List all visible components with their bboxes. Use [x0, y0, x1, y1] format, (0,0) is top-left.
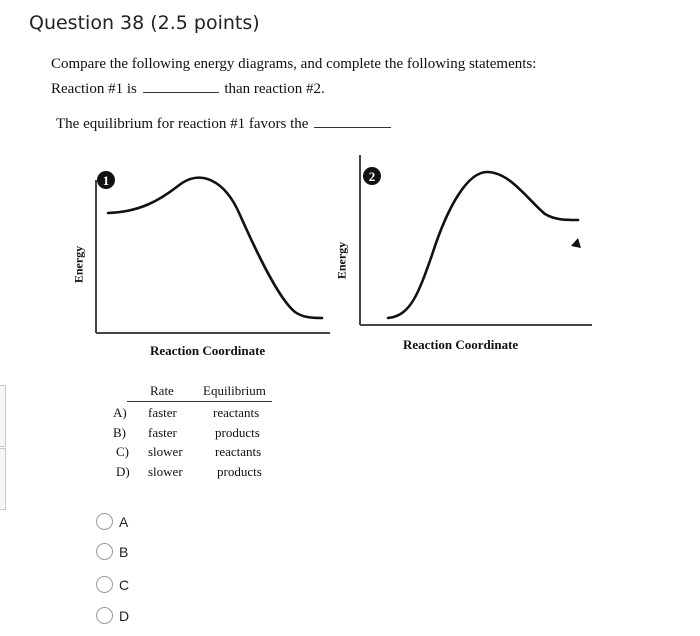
option-b-label: B	[119, 543, 129, 560]
diagram-2-badge-number: 2	[368, 169, 376, 184]
diagram-1-badge-number: 1	[102, 173, 110, 188]
table-row-rate: slower	[148, 464, 183, 479]
table-header-rule	[127, 401, 272, 402]
table-header-rate: Rate	[150, 383, 174, 398]
energy-diagram-2	[360, 155, 592, 325]
diagram-2-energy-curve	[388, 172, 578, 318]
option-c-label: C	[119, 576, 130, 593]
table-row-rate: faster	[148, 405, 177, 420]
table-row-equilibrium: reactants	[215, 444, 262, 459]
question-number: Question 38	[29, 12, 145, 34]
statement-1-after: than reaction #2.	[224, 81, 325, 97]
question-points: (2.5 points)	[150, 12, 260, 34]
table-row-letter: B)	[113, 425, 126, 440]
option-b[interactable]	[96, 543, 128, 560]
table-row-equilibrium: products	[215, 425, 260, 440]
table-row-rate: faster	[148, 425, 177, 440]
diagram-1-y-label: Energy	[71, 245, 86, 284]
diagram-2-y-label: Energy	[334, 241, 349, 280]
question-instruction: Compare the following energy diagrams, and complete the following statements:	[51, 56, 537, 72]
option-a[interactable]	[96, 513, 128, 530]
radio-button-c[interactable]	[96, 576, 113, 593]
radio-button-b[interactable]	[96, 543, 113, 560]
statement-1-before: Reaction #1 is	[51, 81, 137, 97]
option-d[interactable]	[96, 607, 129, 624]
table-row-equilibrium: reactants	[213, 405, 260, 420]
diagram-2-x-label: Reaction Coordinate	[403, 337, 519, 352]
table-row-rate: slower	[148, 444, 183, 459]
table-row-letter: D)	[116, 464, 130, 479]
option-c[interactable]	[96, 576, 129, 593]
statement-2-text: The equilibrium for reaction #1 favors the	[56, 116, 309, 132]
option-d-label: D	[119, 607, 130, 624]
radio-button-a[interactable]	[96, 513, 113, 530]
table-header-equilibrium: Equilibrium	[203, 383, 266, 398]
table-row-letter: C)	[116, 444, 129, 459]
option-a-label: A	[119, 513, 129, 530]
diagram-1-x-label: Reaction Coordinate	[150, 343, 266, 358]
table-row-letter: A)	[113, 405, 127, 420]
radio-button-d[interactable]	[96, 607, 113, 624]
diagram-2-marker	[571, 238, 581, 248]
diagram-1-energy-curve	[108, 178, 322, 318]
energy-diagram-1	[96, 171, 330, 333]
table-row-equilibrium: products	[217, 464, 262, 479]
